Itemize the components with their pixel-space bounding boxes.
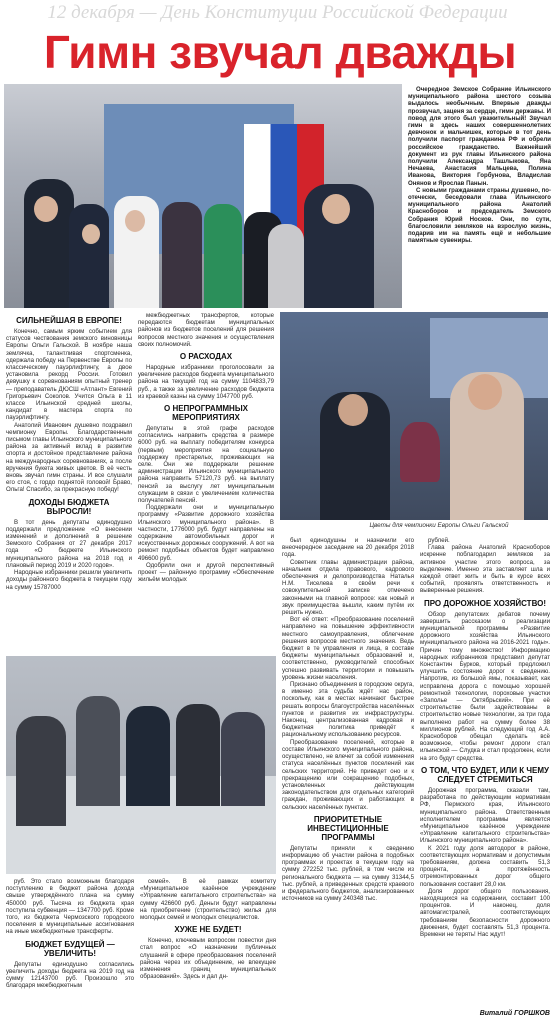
heading-investment-programs: ПРИОРИТЕТНЫЕ ИНВЕСТИЦИОННЫЕ ПРОГРАММЫ — [307, 814, 389, 842]
heading-what-will-be: О ТОМ, ЧТО БУДЕТ, ИЛИ К ЧЕМУ СЛЕДУЕТ СТРЕМИТЬСЯ — [421, 765, 549, 784]
heading-expenses: О РАСХОДАХ — [179, 352, 233, 362]
heading-strongest-in-europe: СИЛЬНЕЙШАЯ В ЕВРОПЕ! — [16, 316, 122, 325]
col3-paragraph-6: Депутаты приняли к сведению информацию об участии района в подобных программах и проектах в текущем году на сумму 272252 тыс. рублей, в том числе из регионального бюджета — на сумму 31344,5 тыс. рублей, а приведенных средств краевого и федерального бюджетов, анализированных источников на сумму 240348 тыс. — [282, 844, 414, 903]
meeting-photo — [6, 656, 276, 874]
bottom-left-paragraph-1: руб. Это стало возможным благодаря поступлению в бюджет района дохода свыше утверждённого плана на сумму 450000 руб. Тысяча из бюджета края поступила субвенция — 1347700 руб. Кроме того, из бюджета Чермозского городского поселения в муниципальные ассигнования на иные межбюджетные трансферты. — [6, 878, 134, 936]
col2-paragraph-4: Поддержали они и муниципальную программу «Развитие дорожного хозяйства Ильинского муниципального района». В частности, 1776000 руб. будут направлены на содержание автомобильных дорог и искусственных дорожных сооружений. А вот на ремонт подобных объектов будет направлено 496600 руб. — [138, 504, 274, 562]
col3-paragraph-2: Советник главы администрации района, начальник отдела правового, кадрового обеспечения и делопроизводства Наталья Н.М. Тиселева в своём речи к совокупительной записке отмечено законными на главной вопросе: как новый и звук преимущества вышли, каким путём их решить нужно. — [282, 558, 414, 617]
author-signature: Виталий ГОРШКОВ — [479, 1010, 550, 1017]
column-4 — [420, 537, 550, 1009]
col4-paragraph-2: Глава района Анатолий Красноборов искренне поблагодарил земляков за активное участие этого вопроса, за выделение. Именно эта заставляет шла и каждой ответ жить и быть в курсе всех событий, проявлять ответственность и выверенные решения. — [420, 544, 550, 595]
main-photo — [4, 84, 402, 308]
col4-paragraph-6: Доля дорог общего пользования, находящихся на содержании, составит 100 процентов. И наконец, доля автомагистралей, соответствующих требованиям безопасности дорожного движения, будет составлять 51,3 процента. Времени не терять! Нас ждут! — [420, 887, 550, 938]
col1-paragraph-2: Анатолий Иванович душевно поздравил чемпионку Европы. Благодарственным письмом главы Ильинского муниципального района за активный вклад в развитие спорта и достойное представление района на международных соревнованиях, а после вручения букета живых цветов. В её честь вновь звучал гимн страны. И все слушали его стоя, с гордо поднятой головой! Браво, Ольга! Спасибо, за прекрасную победу! — [6, 421, 132, 494]
col1-paragraph-3: В тот день депутаты единодушно поддержали предложение «О внесении изменений и дополнений в решение Земского Собрания от 27 декабря 2017 года «О бюджете Ильинского муниципального района на 2018 год и плановый период 2019 и 2020 годов». — [6, 518, 132, 569]
bottom-mid-paragraph-1: семей». В её рамках комитету «Муниципальное казённое учреждение «Управление капитального строительства» на сумму 426600 руб. Деньги будут направлены на приобретение (строительство) жилья для молодых семей и молодых специалистов. — [140, 878, 276, 922]
lead-paragraph-1: Очередное Земское Собрание Ильинского муниципального района шестого созыва выдалось необычным. Впервые дважды прозвучал, заценя за сердце, гимн державы. И повод для этого был уважительный! Звучал гимн в здесь наших совершеннолетних девчонок и мальчишек, которые в тот день получили паспорт гражданина РФ и обрели российское гражданство. Важнейший документ из рук главы Ильинского района получили Александра Ташлыкова, Яна Нечаева, Анастасия Мальцева, Полина Иванова, Виктория Горбунова, Владислав Онянов и Ярослав Панын. — [408, 86, 551, 187]
column-2 — [138, 312, 274, 652]
topline-banner: 12 декабря — День Конституции Российской Федерации — [47, 2, 508, 23]
col1-paragraph-1: Конечно, самым ярким событием для статусов чествования земского виновницы Европы Ольги Гальской. В ноябре наша землячка, талантливая спортсменка, одержала победу на Первенстве Европы по классическому пауэрлифтингу, а двое установила рекорд России. Готовил девушку к соревнованиям опытный тренер — преподаватель ДЮСШ «Атлант» Евгений Григорьевич Соколов. Учится Ольга в 11 классе Ильинской средней школы, кандидат в мастера спорта по пауэрлифтингу. — [6, 328, 132, 422]
col4-paragraph-1: рублей. — [428, 537, 450, 544]
col4-paragraph-4: Дорожная программа, сказали там, разработана по действующим нормативам РФ, Пермского края, Ильинского муниципального района. Ответственным исполнителем программы является «Муниципальное казённое учреждение «Управление капитального строительства» Ильинского муниципального района». — [420, 786, 550, 845]
col3-paragraph-1: был единодушны и назначили его внеочередное заседание на 20 декабря 2018 года. — [282, 537, 414, 559]
col2-paragraph-2: Народные избранники проголосовали за увеличение расходов бюджета муниципального района на текущий год на сумму 1104833,79 руб., а также за увеличение расходов бюджета из краевой казны на сумму 1047700 руб. — [138, 364, 274, 400]
col3-paragraph-5: Преобразование поселений, которые в составе Ильинского муниципального района, осуществлено, не влечет за собой изменения статуса населённых пунктов поселений как сельских территорий. Не приведет оно и к прекращению или сокращению подобных, установленных действующим законодательством для отдельных категорий граждан, проживающих и работающих в сельских населённых пунктах. — [282, 738, 414, 811]
col3-paragraph-4: Признано объединения в городские округа, в именно эта судьба ждёт нас район, поскольку, как в местах начинают быстрее решать вопросы благоустройства населённых пунктов и развития их инфраструктуры. Наконец, централизованная кадровая и бюджетная политика приведёт к рациональному использованию ресурсов. — [282, 681, 414, 739]
column-3 — [282, 537, 414, 1019]
column-1 — [6, 312, 132, 652]
bottom-middle-text — [140, 878, 276, 1019]
heading-no-worse: ХУЖЕ НЕ БУДЕТ! — [174, 925, 242, 935]
champion-photo-caption: Цветы для чемпионки Европы Ольги Гальской — [369, 522, 509, 529]
col3-paragraph-3: Вот её ответ: «Преобразование поселений направлено на повышение эффективности местного самоуправления, облегчение решения вопросов местного значения. Ведь бюджет в те управления и лица, в составе бюджеты муниципальных образований и, соответственно, руководителей способных успешно развивать территории и повышать уровень жизни населения. — [282, 616, 414, 681]
champion-photo — [280, 312, 548, 520]
col1-paragraph-4: Народные избранники решили увеличить доходы районного бюджета в текущем году на сумму 15787000 — [6, 569, 132, 591]
col2-paragraph-3: Депутаты в этой графе расходов согласились направить средства в размере 6000 руб. на выплату победителям конкурса (первым) мероприятия на социальную поддержку престарелых, проживающих на селе. Они же поддержали решение администрации Ильинского муниципального района направить 57120,73 руб. на выплату пенсий за выслугу лет муниципальным служащим в связи с увеличением количества получателей пенсий. — [138, 425, 274, 505]
heading-budget-income: ДОХОДЫ БЮДЖЕТА ВЫРОСЛИ! — [28, 497, 110, 516]
heading-non-program: О НЕПРОГРАММНЫХ МЕРОПРИЯТИЯХ — [164, 404, 248, 423]
bottom-left-paragraph-2: Депутаты единодушно согласились увеличить доходы бюджета на 2019 год на сумму 12143700 руб. Произошло это благодаря межбюджетным — [6, 960, 134, 990]
heading-future-budget: БЮДЖЕТ БУДУЩЕЙ — УВЕЛИЧИТЬ! — [25, 939, 115, 958]
lead-text — [408, 86, 551, 308]
lead-paragraph-2: С новыми гражданами страны душевно, по-отечески, беседовали глава Ильинского муниципального района Анатолий Красноборов и председатель Земского Собрания Юрий Носков. Они, по сути, благословили земляков на взрослую жизнь, подарив им на память ещё и небольшие памятные сувениры. — [408, 186, 551, 245]
col4-paragraph-3: Обзор депутатских дебатов почему завершить рассказом о реализации муниципальной программы «Развитие дорожного хозяйства Ильинского муниципального района на 2016-2021 годы». Причин тому множество! Информацию народных избранников представил депутат Константин Бурков, который предложил улучшить состояние дорог к сведению. Напротив, из большой ямы, показывает, как исправлена дорога с помощью хорошей ремонтной технологии, пороховые участки «Заполье — Октябрьский». При её строительстве были задействованы в строительство новые технологии, за три года выполнено работ на сумму более 38 миллионов рублей. На следующий год А.А. Красноборов обещал сделать всё возможное, чтобы ремонт дороги стал ильинской — Слудка и стал продолжен, если на это будут средства. — [420, 610, 550, 762]
bottom-left-text — [6, 878, 134, 1019]
col2-paragraph-5: Одобрили они и другой перспективный проект — районную программу «Обеспечение жильём молодых — [138, 561, 274, 584]
heading-road-economy: ПРО ДОРОЖНОЕ ХОЗЯЙСТВО! — [423, 598, 547, 608]
bottom-mid-paragraph-2: Конечно, ключевым вопросом повестки дня стал вопрос «О назначении публичных слушаний в сфере преобразования поселений района через их объединение, не влекущее изменения границ муниципальных образований». Здесь и дал дн- — [140, 937, 276, 981]
col4-paragraph-5: К 2021 году доля автодорог в районе, соответствующих нормативам и допустимым требованиям, должна составить 51,3 процента, а протяжённость отремонтированных дорог общего пользования составит 28,0 км. — [420, 844, 550, 888]
col2-paragraph-1: межбюджетных трансфертов, которые передаются бюджетам муниципальных районов из бюджетов поселений для решения вопросов местного значения и осуществления своих полномочий. — [138, 312, 274, 348]
page-headline: Гимн звучал дважды — [43, 26, 517, 78]
